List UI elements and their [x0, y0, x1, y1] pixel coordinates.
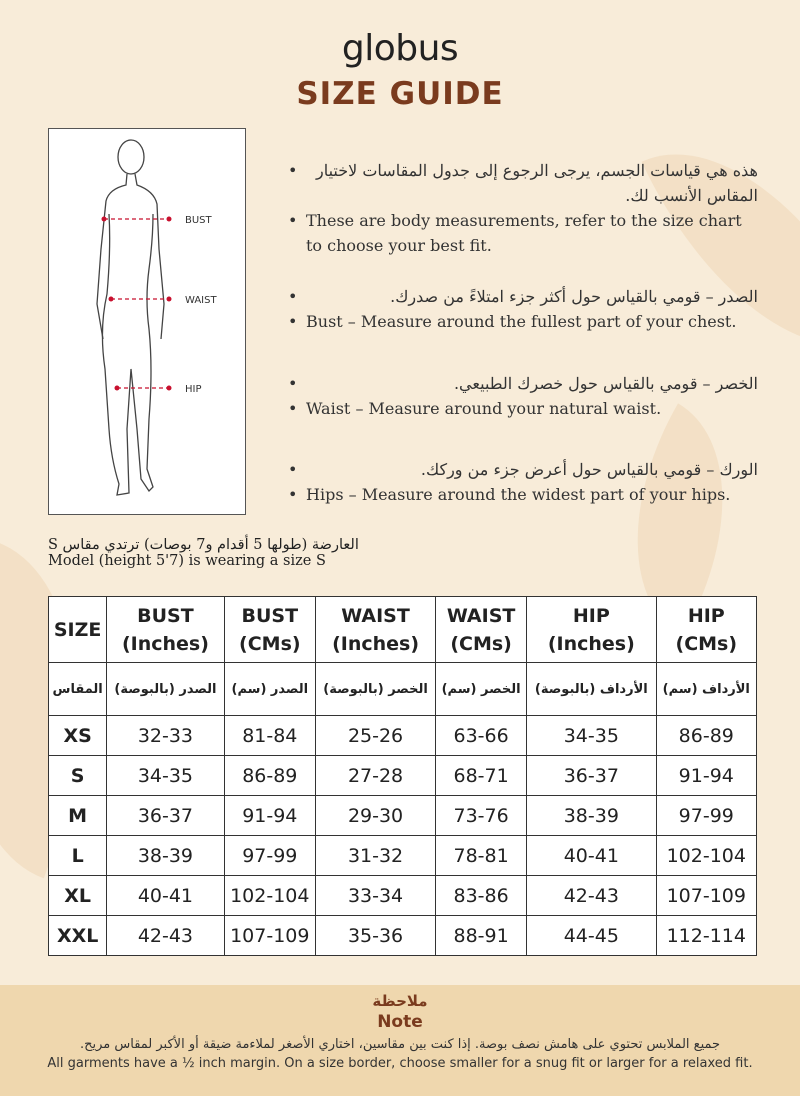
model-info-en: Model (height 5'7) is wearing a size S: [48, 553, 326, 569]
table-cell: 35-36: [316, 916, 436, 956]
table-cell: 27-28: [316, 756, 436, 796]
table-cell: 32-33: [107, 716, 224, 756]
note-title-ar: ملاحظة: [372, 992, 428, 1010]
header-main: WAIST: [446, 604, 516, 627]
table-cell: 33-34: [316, 876, 436, 916]
table-row: [49, 876, 757, 916]
column-header-ar: الأرداف (سم): [656, 663, 756, 716]
table-cell: 44-45: [527, 916, 656, 956]
table-cell: 102-104: [656, 836, 756, 876]
header-unit: (CMs): [675, 632, 738, 655]
table-row: [49, 756, 757, 796]
table-cell: 107-109: [656, 876, 756, 916]
bullet-ar: الخصر – قومي بالقياس حول خصرك الطبيعي.: [453, 374, 758, 393]
page-title: SIZE GUIDE: [296, 76, 504, 112]
hip-label: HIP: [185, 384, 202, 395]
column-header-ar: الخصر (بالبوصة): [316, 663, 436, 716]
bullet-en: Waist – Measure around your natural waist.: [306, 399, 662, 418]
header-main: BUST: [137, 604, 194, 627]
header-unit: (CMs): [450, 632, 512, 655]
table-cell: 34-35: [527, 716, 656, 756]
table-row: [49, 796, 757, 836]
table-cell: 38-39: [107, 836, 224, 876]
note-text-en: All garments have a ½ inch margin. On a size border, choose smaller for a snug fit or larger for a relaxed fit.: [47, 1056, 753, 1071]
table-cell: 40-41: [107, 876, 224, 916]
table-cell: 97-99: [224, 836, 315, 876]
measurement-instructions: [288, 158, 758, 507]
column-header: [527, 597, 656, 663]
table-cell: 91-94: [656, 756, 756, 796]
table-cell: 86-89: [224, 756, 315, 796]
size-cell: XXL: [49, 916, 107, 956]
table-cell: 81-84: [224, 716, 315, 756]
table-cell: 36-37: [107, 796, 224, 836]
note-title-en: Note: [377, 1012, 423, 1032]
table-cell: 102-104: [224, 876, 315, 916]
table-cell: 42-43: [107, 916, 224, 956]
column-header: [436, 597, 527, 663]
table-cell: 34-35: [107, 756, 224, 796]
column-header-ar: الصدر (سم): [224, 663, 315, 716]
header-main: HIP: [687, 604, 725, 627]
table-cell: 42-43: [527, 876, 656, 916]
header-unit: (Inches): [547, 632, 635, 655]
size-cell: XS: [49, 716, 107, 756]
header-main: BUST: [241, 604, 299, 627]
bullet-group: • الصدر – قومي بالقياس حول أكثر جزء امتلاءً من صدرك. • Bust – Measure around the fullest part of your chest.: [288, 284, 758, 371]
table-cell: 40-41: [527, 836, 656, 876]
column-header-ar: الصدر (بالبوصة): [107, 663, 224, 716]
bullet-en: These are body measurements, refer to the size chart to choose your best fit.: [306, 211, 742, 255]
column-header-ar: الخصر (سم): [436, 663, 527, 716]
size-cell: S: [49, 756, 107, 796]
table-cell: 86-89: [656, 716, 756, 756]
bullet-ar: هذه هي قياسات الجسم، يرجى الرجوع إلى جدول المقاسات لاختيار المقاس الأنسب لك.: [315, 161, 758, 205]
body-measurement-figure: [48, 128, 246, 515]
header-unit: (CMs): [239, 632, 301, 655]
table-cell: 97-99: [656, 796, 756, 836]
size-cell: M: [49, 796, 107, 836]
column-header: [316, 597, 436, 663]
table-row: [49, 916, 757, 956]
table-cell: 88-91: [436, 916, 527, 956]
table-cell: 29-30: [316, 796, 436, 836]
table-cell: 25-26: [316, 716, 436, 756]
table-row: [49, 716, 757, 756]
size-cell: XL: [49, 876, 107, 916]
header-main: WAIST: [341, 604, 410, 627]
column-header: [656, 597, 756, 663]
table-cell: 83-86: [436, 876, 527, 916]
column-header: [107, 597, 224, 663]
table-cell: 36-37: [527, 756, 656, 796]
brand-logo: globus: [341, 28, 459, 69]
size-chart-table: [48, 596, 757, 956]
bullet-ar: الورك – قومي بالقياس حول أعرض جزء من وركك.: [420, 460, 758, 479]
table-cell: 91-94: [224, 796, 315, 836]
table-cell: 63-66: [436, 716, 527, 756]
note-section: [0, 985, 800, 1096]
waist-label: WAIST: [185, 295, 217, 306]
bullet-group: • الورك – قومي بالقياس حول أعرض جزء من وركك. • Hips – Measure around the widest part of your hips.: [288, 457, 758, 507]
header-main: SIZE: [53, 618, 102, 641]
column-header-ar: الأرداف (بالبوصة): [527, 663, 656, 716]
size-cell: L: [49, 836, 107, 876]
column-header: [224, 597, 315, 663]
header-unit: (Inches): [332, 632, 420, 655]
bullet-group: • هذه هي قياسات الجسم، يرجى الرجوع إلى جدول المقاسات لاختيار المقاس الأنسب لك. • These are body measurements, refer to the size chart to choose your best fit.: [288, 158, 758, 242]
bullet-group: • الخصر – قومي بالقياس حول خصرك الطبيعي. • Waist – Measure around your natural waist.: [288, 371, 758, 457]
body-silhouette-icon: [49, 129, 247, 516]
header-main: HIP: [572, 604, 610, 627]
column-header-ar: المقاس: [49, 663, 107, 716]
bullet-ar: الصدر – قومي بالقياس حول أكثر جزء امتلاءً من صدرك.: [390, 287, 758, 306]
table-cell: 78-81: [436, 836, 527, 876]
table-cell: 73-76: [436, 796, 527, 836]
table-cell: 107-109: [224, 916, 315, 956]
bullet-en: Hips – Measure around the widest part of your hips.: [306, 485, 731, 504]
column-header: [49, 597, 107, 663]
bust-label: BUST: [185, 215, 212, 226]
note-text-ar: جميع الملابس تحتوي على هامش نصف بوصة. إذا كنت بين مقاسين، اختاري الأصغر لملاءمة ضيقة أو الأكبر لمقاس مريح.: [79, 1037, 721, 1052]
table-row: [49, 836, 757, 876]
table-cell: 31-32: [316, 836, 436, 876]
model-info-ar: العارضة (طولها 5 أقدام و7 بوصات) ترتدي مقاس S: [48, 537, 359, 553]
header-unit: (Inches): [121, 632, 209, 655]
table-cell: 68-71: [436, 756, 527, 796]
table-cell: 38-39: [527, 796, 656, 836]
table-cell: 112-114: [656, 916, 756, 956]
bullet-en: Bust – Measure around the fullest part of your chest.: [306, 312, 737, 331]
model-info: [48, 537, 359, 569]
